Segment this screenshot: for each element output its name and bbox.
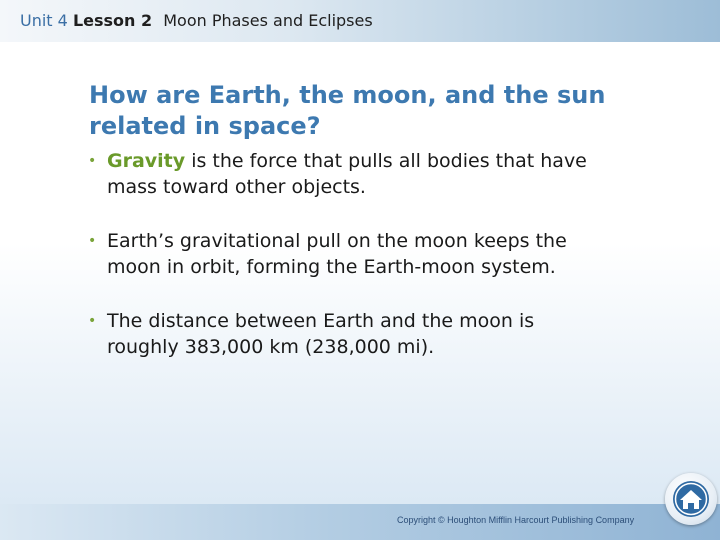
- bullet-item-orbit: [86, 228, 686, 280]
- bullet-item-gravity: [86, 148, 686, 200]
- unit-label: Unit 4: [20, 11, 68, 30]
- slide-title-line-1: How are Earth, the moon, and the sun: [89, 81, 606, 109]
- topic-label: Moon Phases and Eclipses: [163, 11, 373, 30]
- bullet-dot-icon: •: [88, 313, 97, 329]
- home-icon: [671, 479, 711, 519]
- bullet-list: [86, 148, 686, 388]
- bullet-text-line-1: Earth’s gravitational pull on the moon keeps the: [107, 230, 567, 252]
- home-button[interactable]: [665, 473, 717, 525]
- bullet-text-line-2: mass toward other objects.: [107, 176, 366, 198]
- header-band: [0, 0, 720, 42]
- bullet-text-line-2: roughly 383,000 km (238,000 mi).: [107, 336, 435, 358]
- slide-title-line-2: related in space?: [89, 112, 321, 140]
- lesson-label: Lesson 2: [72, 11, 153, 30]
- bullet-dot-icon: •: [88, 233, 97, 249]
- bullet-dot-icon: •: [88, 153, 97, 169]
- key-term: Gravity: [107, 150, 186, 172]
- lesson-header: [20, 11, 373, 31]
- bullet-item-distance: [86, 308, 686, 360]
- copyright-notice: Copyright © Houghton Mifflin Harcourt Publishing Company: [397, 515, 635, 525]
- bullet-text-line-1: The distance between Earth and the moon is: [107, 310, 535, 332]
- bullet-text-line-2: moon in orbit, forming the Earth-moon system.: [107, 256, 556, 278]
- bullet-text-line-1: is the force that pulls all bodies that have: [185, 150, 587, 172]
- slide-title: [89, 80, 689, 142]
